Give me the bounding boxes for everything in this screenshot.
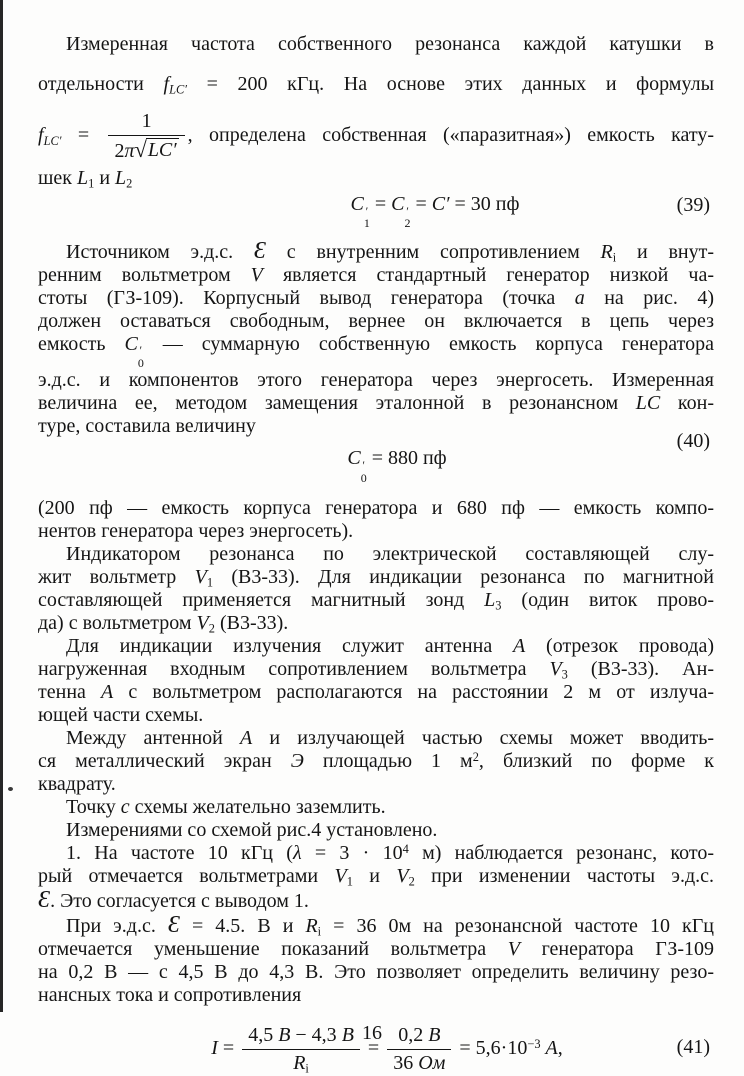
sqrt-radical — [135, 138, 179, 162]
paragraph-item-1 — [38, 842, 714, 913]
stacked-prime-subscript: ′ 0 — [360, 458, 367, 485]
text-line: Для индикации излучения служит антенна A (отрезок провода) — [66, 635, 714, 658]
sqrt-body: LC′ — [147, 139, 177, 161]
fraction-numerator: 1 — [108, 110, 184, 136]
equation-39 — [38, 193, 714, 230]
text-line: нансных тока и сопротивления — [38, 984, 302, 1007]
text-line: тенна A с вольтметром располагаются на расстоянии 2 м от излуча- — [38, 681, 714, 704]
text-line: на 0,2 В — с 4,5 В до 4,3 В. Это позволяет определить величину резо- — [38, 961, 714, 984]
paragraph-self-resonance — [38, 24, 714, 190]
fraction-denominator: $R_i$ — [293, 1052, 309, 1076]
page-number: 16 — [362, 1022, 382, 1044]
text-line: $f_{LC'}$ = 1 2π √ LC′ , определена собственная («паразитная») емкость кату- — [38, 110, 714, 162]
text-line: ренним вольтметром V является стандартный генератор низкой ча- — [38, 263, 714, 286]
text-line: 1. На частоте 10 кГц ($\lambda = 3 \cdot 10^4$ м) наблюдается резонанс, кото- — [66, 842, 714, 865]
text-line: Источником э.д.с. Ɛ с внутренним сопротивлением $R_i$ и внут- — [66, 236, 714, 265]
paragraph-screen — [38, 727, 714, 796]
text-line: квадрату. — [38, 773, 116, 796]
fraction — [108, 110, 184, 163]
paragraph-emf-source — [38, 236, 714, 439]
text-line: величина ее, методом замещения эталонной в резонансном LC кон- — [38, 392, 714, 415]
paragraph-capacitance-note — [38, 497, 714, 543]
paragraph-grounding — [38, 796, 714, 819]
text-line: Измерениями со схемой рис.4 установлено. — [66, 819, 438, 842]
paragraph-measurements-intro — [38, 819, 714, 842]
text-line: жит вольтметр $V_1$ (В3-33). Для индикации резонанса по магнитной — [38, 566, 714, 590]
text-line: туре, составила величину — [38, 415, 256, 438]
paragraph-antenna — [38, 635, 714, 727]
sqrt-sign: √ — [134, 137, 147, 162]
text-line: отдельности $f_{LC'} = 200$ кГц. На основе этих данных и формулы — [38, 73, 715, 97]
equation-content: I = $\frac{4,5 В - 4,3 В}{R_i}$ = $\frac{0,2 В}{36 Ом}$ = $5,6\cdot 10^{-3}$ A, — [211, 1024, 563, 1076]
text-line: э.д.с. и компонентов этого генератора через энергосеть. Измеренная — [38, 369, 714, 392]
fraction-denominator: 36 Ом — [393, 1052, 446, 1075]
equation-content: C ′ 0 = 880 пф — [347, 447, 447, 485]
stacked-prime-subscript: ′ 1 — [363, 203, 370, 231]
text-line: Измеренная частота собственного резонанса каждой катушки в — [66, 33, 714, 55]
text-line: (200 пф — емкость корпуса генератора и 680 пф — емкость компо- — [38, 497, 714, 520]
fraction-denominator: 2π √ LC′ — [114, 137, 177, 162]
paragraph-emf-measurement — [38, 913, 714, 1007]
text-line: При э.д.с. Ɛ = 4.5. В и $R_i = 36$ 0м на резонансной частоте 10 кГц — [66, 911, 714, 939]
text-line: емкость C ′ 0 — суммарную собственную емкость корпуса генератора — [38, 332, 714, 370]
text-line: Точку c схемы желательно заземлить. — [66, 796, 386, 819]
document-text-content — [38, 24, 714, 1075]
equation-number: (41) — [676, 1036, 710, 1059]
text-line: Индикатором резонанса по электрической составляющей слу- — [66, 543, 714, 566]
stacked-prime-subscript: ′ 0 — [137, 343, 144, 370]
equation-40 — [38, 430, 714, 485]
text-line: Ɛ. Это согласуется с выводом 1. — [38, 886, 309, 914]
fraction-numerator: 4,5 В − 4,3 В — [242, 1024, 360, 1050]
text-line: составляющей применяется магнитный зонд $L_3$ (один виток прово- — [38, 589, 714, 613]
text-line: нентов генератора через энергосеть). — [38, 520, 354, 543]
text-line: стоты (ГЗ-109). Корпусный вывод генератора (точка a на рис. 4) — [38, 286, 714, 309]
equation-number: (39) — [676, 194, 710, 216]
text-line: Между антенной A и излучающей частью схемы может вводить- — [66, 727, 714, 750]
fraction-numerator: 0,2 В — [387, 1024, 451, 1050]
stacked-prime-subscript: ′ 2 — [404, 203, 411, 231]
text-line: рый отмечается вольтметрами $V_1$ и $V_2$ при изменении частоты э.д.с. — [38, 865, 715, 889]
text-line: нагруженная входным сопротивлением вольтметра $V_3$ (В3-33). Ан- — [38, 658, 714, 682]
text-line: должен оставаться свободным, вернее он включается в цепь через — [38, 309, 714, 332]
text-line: да) с вольтметром $V_2$ (В3-33). — [38, 612, 289, 636]
text-line: шек $L_1$ и $L_2$ — [38, 167, 133, 191]
equation-content: C ′ 1 = C ′ 2 = C′ = 30 пф — [350, 193, 520, 231]
text-line: отмечается уменьшение показаний вольтметра V генератора ГЗ-109 — [38, 938, 714, 961]
paragraph-resonance-indicator — [38, 543, 714, 635]
text-line: ся металлический экран Э площадью 1 $м^2$, близкий по форме к — [38, 750, 714, 773]
equation-number: (40) — [676, 430, 710, 453]
text-line: ющей части схемы. — [38, 704, 204, 727]
